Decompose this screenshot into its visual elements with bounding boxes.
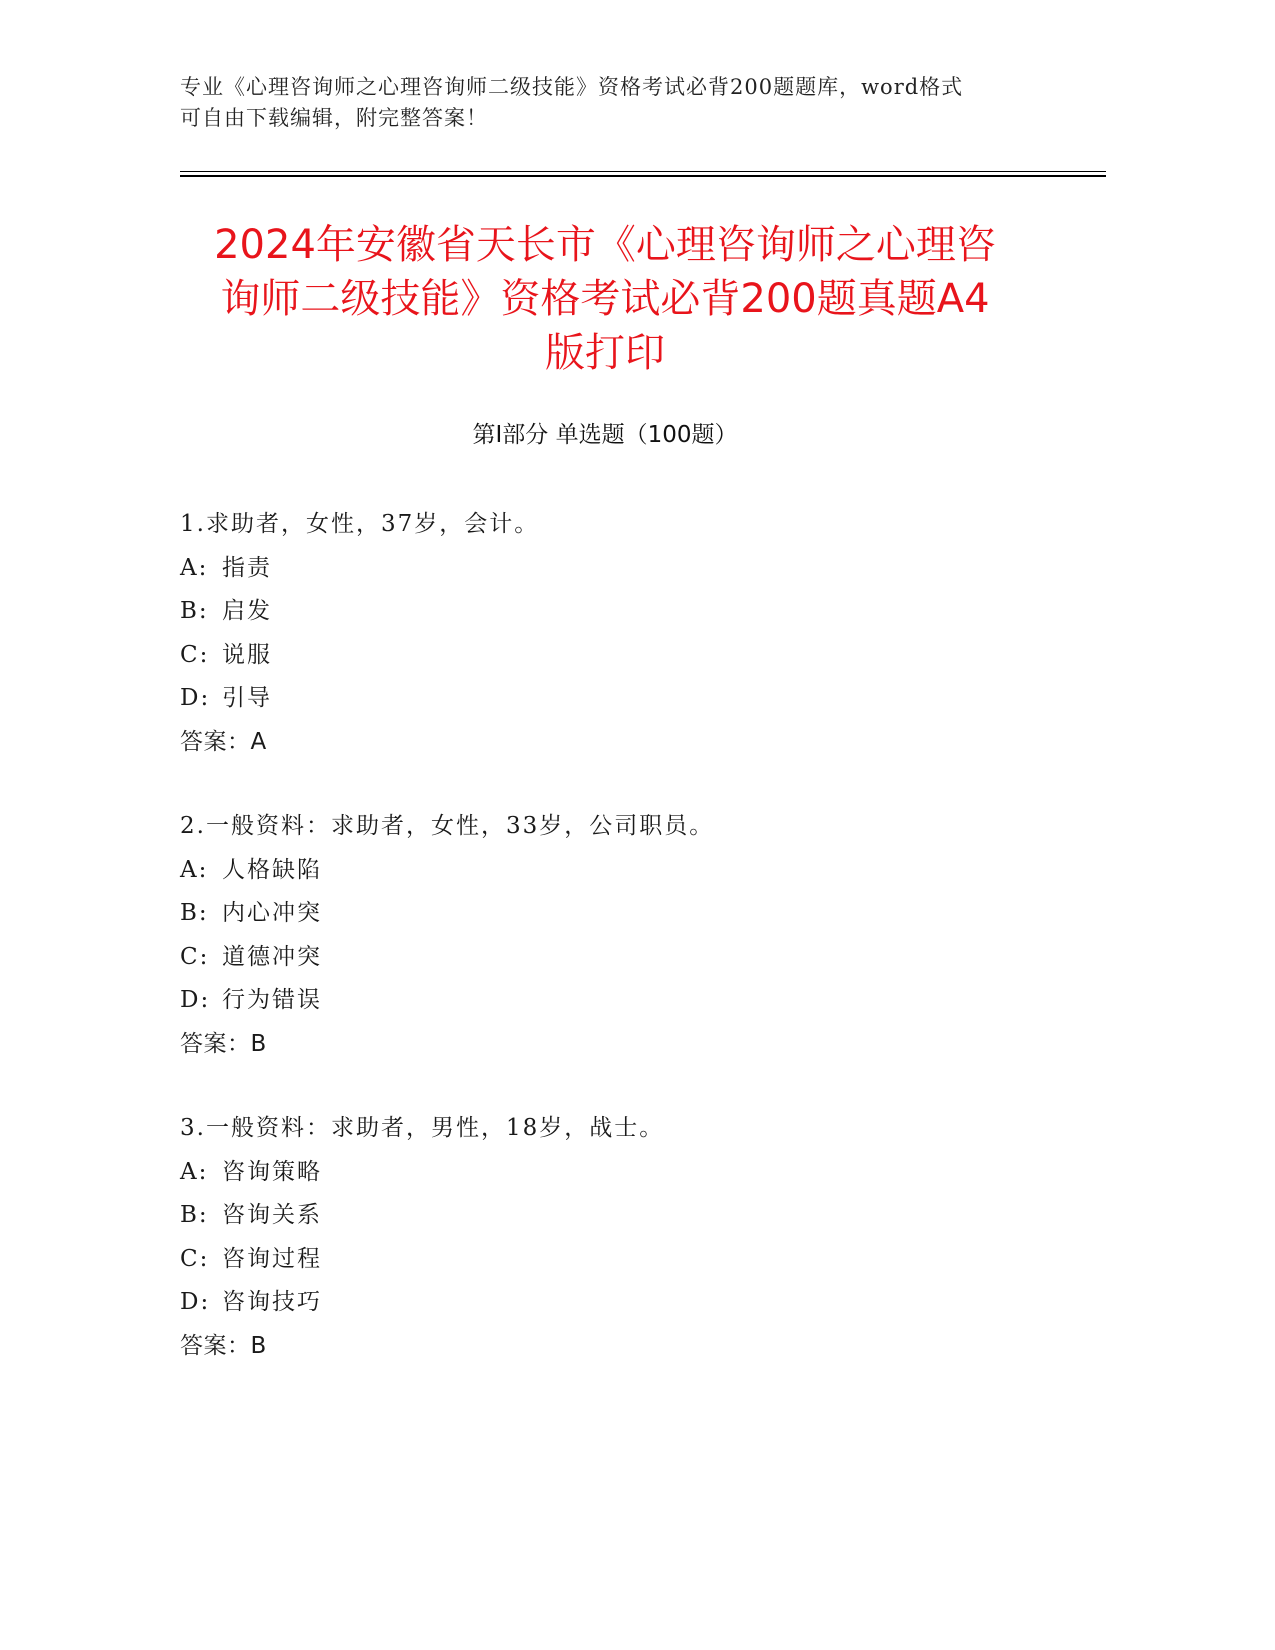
question-option	[180, 849, 1080, 893]
question-option	[180, 936, 1080, 980]
option-letter: D:	[180, 987, 211, 1013]
option-letter: B:	[180, 1202, 209, 1228]
question-answer: 答案：B	[180, 1332, 267, 1359]
option-letter: A:	[180, 1158, 209, 1185]
question-option	[180, 547, 1080, 591]
question-option	[180, 1238, 1080, 1282]
option-text: 内心冲突	[222, 900, 322, 926]
question-option	[180, 590, 1080, 634]
question-stem: 3.一般资料：求助者，男性，18岁，战士。	[180, 1115, 665, 1141]
option-letter: D:	[180, 685, 211, 711]
option-letter: C:	[180, 1245, 210, 1272]
question-item	[180, 503, 1080, 764]
option-text: 引导	[222, 685, 272, 711]
option-letter: D:	[180, 1289, 211, 1315]
document-title-line: 询师二级技能》资格考试必背200题真题A4	[220, 276, 990, 322]
option-letter: A:	[180, 554, 209, 581]
document-title-line: 2024年安徽省天长市《心理咨询师之心理咨	[214, 222, 996, 268]
option-text: 人格缺陷	[222, 856, 322, 883]
question-answer: 答案：A	[180, 728, 267, 755]
question-option	[180, 892, 1080, 936]
header-divider-thick	[180, 175, 1106, 177]
document-title-line: 版打印	[545, 330, 665, 376]
option-text: 咨询关系	[222, 1202, 322, 1228]
question-list	[180, 503, 1080, 1409]
section-heading: 第Ⅰ部分 单选题（100题）	[472, 422, 738, 448]
question-stem: 2.一般资料：求助者，女性，33岁，公司职员。	[180, 813, 715, 839]
option-letter: C:	[180, 641, 210, 668]
header-divider-thin	[180, 171, 1106, 172]
header-note-line: 可自由下载编辑，附完整答案！	[180, 106, 488, 130]
document-title	[160, 218, 1050, 380]
question-option	[180, 1281, 1080, 1325]
option-text: 启发	[222, 598, 272, 624]
question-answer: 答案：B	[180, 1030, 267, 1057]
question-item	[180, 1107, 1080, 1368]
option-text: 咨询过程	[222, 1245, 322, 1272]
header-note	[180, 72, 1030, 134]
question-option	[180, 979, 1080, 1023]
option-text: 咨询技巧	[222, 1289, 322, 1315]
option-letter: B:	[180, 900, 209, 926]
question-item	[180, 805, 1080, 1066]
option-text: 咨询策略	[222, 1158, 322, 1185]
question-option	[180, 634, 1080, 678]
option-text: 道德冲突	[222, 943, 322, 970]
option-letter: C:	[180, 943, 210, 970]
option-text: 说服	[222, 641, 272, 668]
header-note-line: 专业《心理咨询师之心理咨询师二级技能》资格考试必背200题题库，word格式	[180, 75, 964, 99]
option-text: 指责	[222, 554, 272, 581]
option-letter: B:	[180, 598, 209, 624]
question-option	[180, 1151, 1080, 1195]
question-stem: 1.求助者，女性，37岁，会计。	[180, 511, 540, 537]
question-option	[180, 1194, 1080, 1238]
option-text: 行为错误	[222, 987, 322, 1013]
question-option	[180, 677, 1080, 721]
option-letter: A:	[180, 856, 209, 883]
